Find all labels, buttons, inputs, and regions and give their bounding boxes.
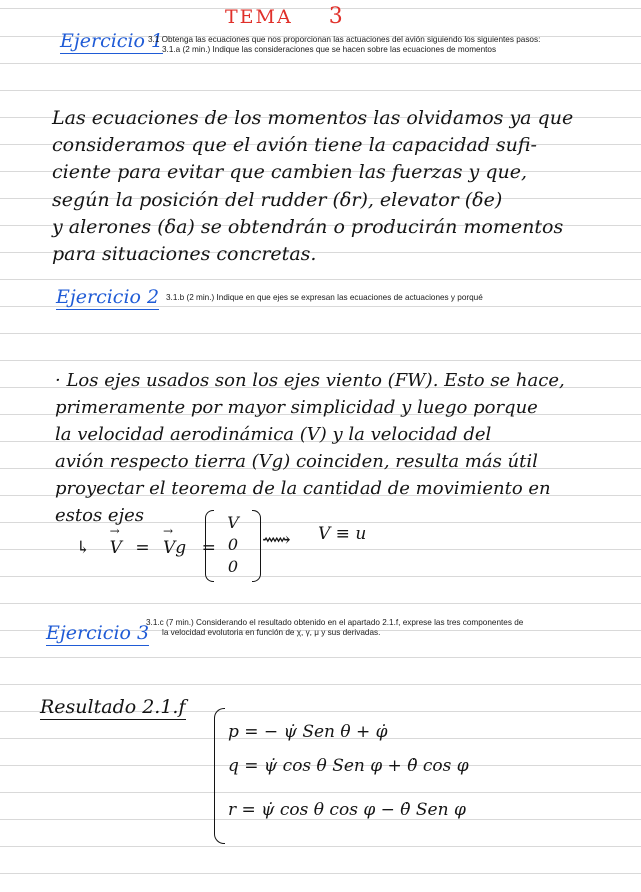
matrix-cells (219, 512, 247, 578)
answer-line: estos ejes (55, 505, 145, 526)
answer-line: para situaciones concretas. (52, 243, 317, 266)
answer-line: · Los ejes usados son los ejes viento (FW). Esto se hace, (55, 370, 565, 391)
exercise-1-question-line-2: 3.1.a (2 min.) Indique las consideraciones que se hacen sobre las ecuaciones de momentos (162, 45, 497, 54)
title-number: 3 (328, 4, 345, 29)
result-label: Resultado 2.1.f (40, 696, 186, 718)
answer-line: proyectar el teorema de la cantidad de movimiento en (55, 478, 551, 499)
answer-line: consideramos que el avión tiene la capacidad sufi- (52, 134, 537, 157)
exercise-3-question (146, 618, 523, 638)
eq-lhs-vector: → V (110, 538, 122, 558)
answer-line: y alerones (δa) se obtendrán o producirán momentos (52, 215, 564, 238)
page-title (225, 4, 345, 29)
exercise-2-label: Ejercicio 2 (56, 286, 160, 308)
exercise-3-label: Ejercicio 3 (46, 622, 150, 644)
equation-r: r = ψ̇ cos θ cos φ − θ̇ Sen φ (228, 800, 466, 820)
equation-system-brace (214, 708, 225, 844)
matrix-cell: 0 (227, 535, 239, 554)
eq-vg-vector: → Vg (163, 538, 186, 558)
exercise-1-label: Ejercicio 1 (60, 30, 164, 52)
answer-line: según la posición del rudder (δr), elevator (δe) (52, 188, 503, 211)
answer-line: Las ecuaciones de los momentos las olvidamos ya que (52, 107, 574, 129)
exercise-2-answer (55, 367, 565, 529)
eq-equals-2: = (201, 538, 216, 558)
velocity-vector-matrix (205, 510, 261, 582)
answer-line: primeramente por mayor simplicidad y luego porque (55, 397, 538, 418)
exercise-3-question-line-1: 3.1.c (7 min.) Considerando el resultado obtenido en el apartado 2.1.f, exprese las tres componentes de (146, 618, 524, 627)
answer-line: avión respecto tierra (Vg) coinciden, resulta más útil (55, 451, 538, 472)
matrix-cell: V (227, 513, 239, 532)
squiggle-arrow: ⟿ (262, 527, 291, 551)
exercise-2-question: 3.1.b (2 min.) Indique en que ejes se expresan las ecuaciones de actuaciones y porqué (166, 293, 483, 302)
exercise-1-question-line-1: 3.1 Obtenga las ecuaciones que nos proporcionan las actuaciones del avión siguiendo los siguientes pasos: (148, 35, 541, 44)
equation-q: q = ψ̇ cos θ Sen φ + θ̇ cos φ (228, 756, 469, 776)
exercise-1-question (148, 35, 540, 55)
eq-prefix-arrow: ↳ (76, 538, 91, 558)
answer-line: ciente para evitar que cambien las fuerzas y que, (52, 161, 527, 184)
exercise-3-question-line-2: la velocidad evolutoria en función de χ, γ, μ y sus derivadas. (162, 628, 381, 637)
matrix-left-brace (205, 510, 214, 582)
velocity-equation (76, 538, 216, 558)
answer-line: la velocidad aerodinámica (V) y la velocidad del (55, 424, 492, 445)
equation-p: p = − ψ̇ Sen θ + φ̇ (228, 722, 388, 742)
matrix-right-brace (252, 510, 261, 582)
title-text: TEMA (225, 6, 293, 28)
eq-equals: = (135, 538, 150, 558)
exercise-1-answer (52, 105, 573, 268)
matrix-cell: 0 (227, 557, 239, 576)
eq-result: V ≡ u (318, 524, 367, 544)
